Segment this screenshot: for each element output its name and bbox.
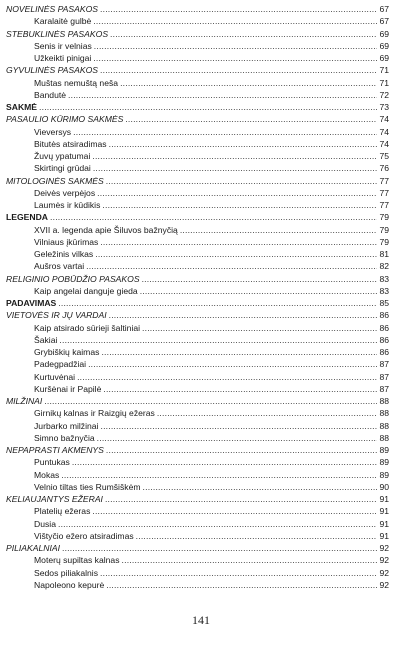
toc-entry-page: 77 bbox=[379, 187, 389, 198]
toc-entry bbox=[6, 236, 389, 248]
toc-entry-page: 86 bbox=[379, 322, 389, 333]
toc-entry-title: Laumės ir kūdikis bbox=[34, 200, 101, 210]
dot-leader bbox=[100, 3, 377, 15]
toc-entry-title: Karalaitė gulbė bbox=[34, 16, 92, 27]
dot-leader bbox=[62, 542, 377, 554]
toc-entry-page: 91 bbox=[379, 494, 389, 504]
dot-leader bbox=[100, 64, 377, 76]
toc-entry-title: Deivės verpėjos bbox=[34, 187, 96, 198]
toc-entry-title: Mokas bbox=[34, 469, 60, 480]
toc-entry bbox=[6, 554, 389, 566]
toc-entry bbox=[6, 162, 389, 174]
toc-entry-page: 92 bbox=[379, 579, 389, 590]
toc-section-heading bbox=[6, 175, 389, 187]
toc-entry-page: 69 bbox=[379, 40, 389, 51]
toc-entry-page: 76 bbox=[379, 163, 389, 174]
dot-leader bbox=[92, 150, 377, 162]
toc-entry bbox=[6, 40, 389, 52]
toc-entry bbox=[6, 518, 389, 530]
toc-section-heading bbox=[6, 101, 389, 113]
toc-entry-title: Užkeikti pinigai bbox=[34, 53, 92, 63]
toc-entry-title: Geležinis vilkas bbox=[34, 249, 94, 259]
toc-entry bbox=[6, 407, 389, 419]
toc-entry-title: Girnikų kalnas ir Raizgių ežeras bbox=[34, 408, 155, 419]
toc-entry-page: 91 bbox=[379, 518, 389, 529]
toc-entry-title: Sedos piliakalnis bbox=[34, 567, 99, 578]
toc-entry-title: Padegpadžiai bbox=[34, 359, 87, 370]
table-of-contents bbox=[6, 3, 389, 591]
toc-entry-title: Grybiškių kaimas bbox=[34, 347, 100, 357]
toc-entry-page: 79 bbox=[379, 212, 389, 223]
toc-entry-title: MITOLOGINĖS SAKMĖS bbox=[6, 175, 104, 186]
toc-entry-title: Bandutė bbox=[34, 89, 67, 100]
toc-entry-title: Senis ir velnias bbox=[34, 40, 92, 51]
dot-leader bbox=[100, 420, 377, 432]
toc-entry-page: 86 bbox=[379, 334, 389, 345]
toc-entry-page: 89 bbox=[379, 469, 389, 480]
toc-entry-title: Puntukas bbox=[34, 457, 70, 468]
dot-leader bbox=[50, 211, 377, 223]
dot-leader bbox=[106, 175, 378, 187]
dot-leader bbox=[72, 456, 378, 468]
dot-leader bbox=[58, 297, 377, 309]
toc-section-heading bbox=[6, 211, 389, 223]
toc-entry-page: 83 bbox=[379, 273, 389, 284]
toc-entry bbox=[6, 224, 389, 236]
toc-entry-title: XVII a. legenda apie Šiluvos bažnyčią bbox=[34, 224, 178, 235]
toc-entry-title: PADAVIMAS bbox=[6, 298, 57, 308]
toc-entry-title: Dusia bbox=[34, 518, 56, 529]
toc-entry bbox=[6, 126, 389, 138]
toc-entry-page: 71 bbox=[379, 65, 389, 76]
dot-leader bbox=[92, 505, 377, 517]
dot-leader bbox=[106, 444, 378, 456]
toc-section-heading bbox=[6, 28, 389, 40]
toc-section-heading bbox=[6, 3, 389, 15]
toc-entry bbox=[6, 199, 389, 211]
toc-entry bbox=[6, 371, 389, 383]
toc-entry-page: 87 bbox=[379, 371, 389, 382]
dot-leader bbox=[110, 28, 377, 40]
toc-entry-title: Bitutės atsiradimas bbox=[34, 138, 107, 149]
toc-entry-page: 74 bbox=[379, 138, 389, 149]
dot-leader bbox=[136, 530, 378, 542]
toc-entry-page: 83 bbox=[379, 285, 389, 296]
toc-entry bbox=[6, 52, 389, 64]
toc-entry-title: VIETOVĖS IR JŲ VARDAI bbox=[6, 310, 107, 321]
toc-entry-page: 77 bbox=[379, 175, 389, 186]
dot-leader bbox=[103, 383, 377, 395]
toc-entry-title: Jurbarko milžinai bbox=[34, 420, 99, 431]
dot-leader bbox=[73, 126, 377, 138]
dot-leader bbox=[143, 481, 378, 493]
dot-leader bbox=[125, 113, 377, 125]
toc-entry-title: PILIAKALNIAI bbox=[6, 543, 60, 553]
toc-entry bbox=[6, 77, 389, 89]
dot-leader bbox=[39, 101, 377, 113]
toc-entry bbox=[6, 579, 389, 591]
toc-entry-page: 91 bbox=[379, 506, 389, 517]
toc-entry-page: 79 bbox=[379, 224, 389, 235]
toc-entry-page: 67 bbox=[379, 16, 389, 27]
toc-entry bbox=[6, 456, 389, 468]
toc-section-heading bbox=[6, 273, 389, 285]
dot-leader bbox=[61, 469, 377, 481]
dot-leader bbox=[140, 285, 378, 297]
toc-section-heading bbox=[6, 444, 389, 456]
dot-leader bbox=[93, 162, 378, 174]
toc-section-heading bbox=[6, 113, 389, 125]
dot-leader bbox=[97, 432, 378, 444]
toc-entry-title: Platelių ežeras bbox=[34, 506, 91, 517]
toc-entry-title: PASAULIO KŪRIMO SAKMĖS bbox=[6, 114, 124, 125]
toc-entry-page: 73 bbox=[379, 102, 389, 112]
toc-entry-title: Kurtuvėnai bbox=[34, 371, 76, 382]
dot-leader bbox=[101, 346, 377, 358]
toc-entry-page: 74 bbox=[379, 126, 389, 137]
toc-entry-title: Napoleono kepurė bbox=[34, 579, 105, 590]
dot-leader bbox=[88, 358, 377, 370]
page-number: 141 bbox=[192, 613, 210, 627]
toc-entry-title: GYVULINĖS PASAKOS bbox=[6, 65, 99, 76]
toc-entry-title: LEGENDA bbox=[6, 212, 49, 223]
toc-entry-title: Velnio tiltas ties Rumšiškėm bbox=[34, 481, 141, 492]
toc-entry-title: Vilniaus įkūrimas bbox=[34, 236, 99, 247]
toc-entry-title: MILŽINAI bbox=[6, 396, 43, 406]
dot-leader bbox=[102, 199, 377, 211]
toc-entry-page: 69 bbox=[379, 53, 389, 63]
toc-entry bbox=[6, 481, 389, 493]
toc-entry-page: 90 bbox=[379, 481, 389, 492]
dot-leader bbox=[109, 138, 378, 150]
toc-entry-page: 87 bbox=[379, 359, 389, 370]
toc-entry bbox=[6, 383, 389, 395]
toc-entry-title: NEPAPRASTI AKMENYS bbox=[6, 445, 104, 455]
dot-leader bbox=[95, 248, 377, 260]
toc-section-heading bbox=[6, 64, 389, 76]
dot-leader bbox=[109, 309, 378, 321]
dot-leader bbox=[157, 407, 378, 419]
toc-entry bbox=[6, 334, 389, 346]
toc-entry-page: 85 bbox=[379, 298, 389, 308]
dot-leader bbox=[93, 52, 377, 64]
dot-leader bbox=[120, 77, 377, 89]
toc-entry bbox=[6, 89, 389, 101]
toc-entry bbox=[6, 420, 389, 432]
toc-entry-page: 77 bbox=[379, 200, 389, 210]
toc-entry-page: 89 bbox=[379, 457, 389, 468]
toc-entry-page: 74 bbox=[379, 114, 389, 125]
toc-entry bbox=[6, 358, 389, 370]
toc-entry bbox=[6, 138, 389, 150]
dot-leader bbox=[59, 334, 377, 346]
toc-entry-title: Žuvų ypatumai bbox=[34, 151, 91, 161]
toc-section-heading bbox=[6, 493, 389, 505]
toc-section-heading bbox=[6, 395, 389, 407]
toc-entry-title: Skirtingi grūdai bbox=[34, 163, 91, 174]
dot-leader bbox=[93, 15, 377, 27]
toc-entry bbox=[6, 346, 389, 358]
dot-leader bbox=[58, 518, 377, 530]
dot-leader bbox=[105, 493, 377, 505]
toc-entry-page: 86 bbox=[379, 310, 389, 321]
toc-entry bbox=[6, 567, 389, 579]
toc-entry-title: Vištyčio ežero atsiradimas bbox=[34, 530, 134, 541]
dot-leader bbox=[180, 224, 378, 236]
dot-leader bbox=[97, 187, 377, 199]
toc-entry-page: 86 bbox=[379, 347, 389, 357]
dot-leader bbox=[142, 322, 377, 334]
dot-leader bbox=[106, 579, 377, 591]
toc-entry-title: Muštas nemuštą neša bbox=[34, 77, 119, 88]
toc-entry-page: 88 bbox=[379, 408, 389, 419]
toc-entry bbox=[6, 530, 389, 542]
toc-entry bbox=[6, 322, 389, 334]
toc-entry-page: 67 bbox=[379, 4, 389, 14]
toc-entry-page: 88 bbox=[379, 396, 389, 406]
toc-entry-title: Aušros vartai bbox=[34, 261, 85, 272]
toc-entry-page: 69 bbox=[379, 28, 389, 39]
toc-section-heading bbox=[6, 297, 389, 309]
dot-leader bbox=[100, 236, 377, 248]
toc-entry bbox=[6, 248, 389, 260]
toc-section-heading bbox=[6, 542, 389, 554]
toc-entry bbox=[6, 187, 389, 199]
toc-entry-page: 88 bbox=[379, 420, 389, 431]
toc-entry-page: 72 bbox=[379, 89, 389, 100]
dot-leader bbox=[77, 371, 377, 383]
toc-entry-title: SAKMĖ bbox=[6, 102, 38, 112]
toc-entry-title: Vieversys bbox=[34, 126, 72, 137]
toc-entry-page: 75 bbox=[379, 151, 389, 161]
toc-section-heading bbox=[6, 309, 389, 321]
toc-entry-page: 81 bbox=[379, 249, 389, 259]
toc-entry-page: 89 bbox=[379, 445, 389, 455]
toc-entry-title: STEBUKLINĖS PASAKOS bbox=[6, 28, 109, 39]
toc-entry-title: Moterų supiltas kalnas bbox=[34, 555, 120, 566]
toc-entry-title: RELIGINIO POBŪDŽIO PASAKOS bbox=[6, 273, 140, 284]
dot-leader bbox=[94, 40, 378, 52]
toc-entry bbox=[6, 285, 389, 297]
toc-entry bbox=[6, 260, 389, 272]
toc-entry-page: 92 bbox=[379, 555, 389, 566]
dot-leader bbox=[68, 89, 377, 101]
toc-entry bbox=[6, 505, 389, 517]
toc-entry-page: 79 bbox=[379, 236, 389, 247]
toc-entry bbox=[6, 150, 389, 162]
dot-leader bbox=[44, 395, 377, 407]
toc-entry-title: Kaip atsirado sūrieji šaltiniai bbox=[34, 322, 141, 333]
dot-leader bbox=[100, 567, 377, 579]
toc-entry-title: Šakiai bbox=[34, 334, 58, 345]
toc-entry-page: 71 bbox=[379, 77, 389, 88]
toc-entry bbox=[6, 469, 389, 481]
toc-entry-title: KELIAUJANTYS EŽERAI bbox=[6, 494, 103, 504]
toc-entry-page: 91 bbox=[379, 530, 389, 541]
toc-entry-page: 87 bbox=[379, 383, 389, 394]
toc-entry bbox=[6, 15, 389, 27]
dot-leader bbox=[142, 273, 378, 285]
dot-leader bbox=[86, 260, 377, 272]
toc-entry-title: NOVELINĖS PASAKOS bbox=[6, 4, 99, 14]
toc-entry-page: 82 bbox=[379, 261, 389, 272]
toc-entry-page: 92 bbox=[379, 567, 389, 578]
toc-entry bbox=[6, 432, 389, 444]
toc-entry-page: 92 bbox=[379, 543, 389, 553]
toc-entry-title: Kaip angelai danguje gieda bbox=[34, 285, 138, 296]
toc-entry-page: 88 bbox=[379, 432, 389, 443]
dot-leader bbox=[122, 554, 378, 566]
toc-entry-title: Kuršėnai ir Papilė bbox=[34, 383, 102, 394]
toc-entry-title: Simno bažnyčia bbox=[34, 432, 95, 443]
